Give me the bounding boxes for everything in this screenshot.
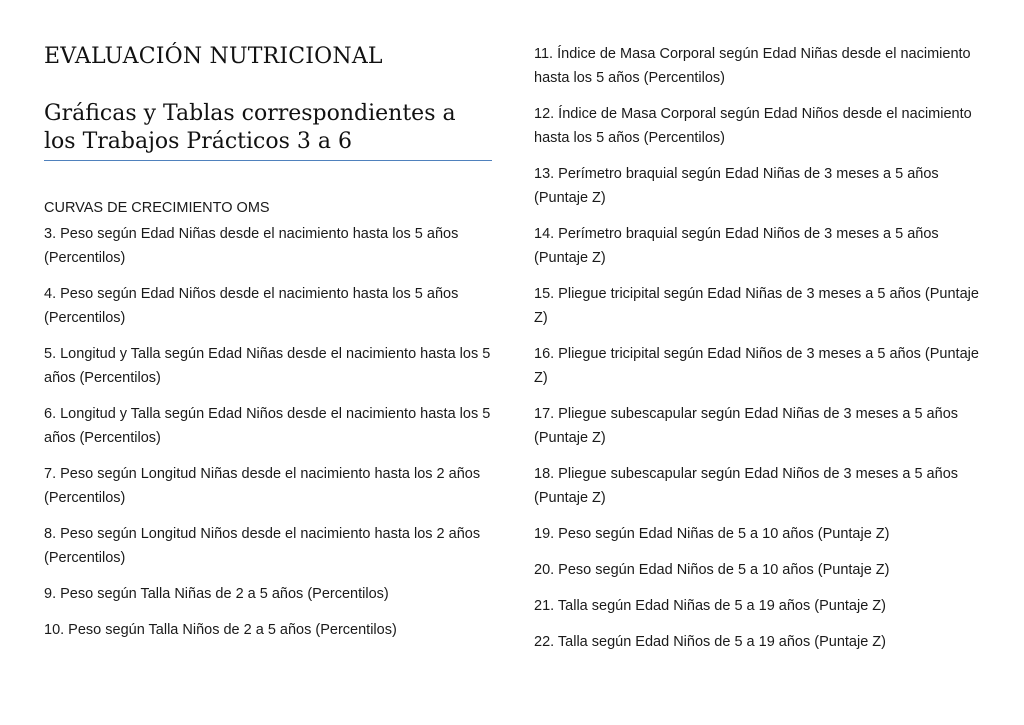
list-item: 4. Peso según Edad Niños desde el nacimiento hasta los 5 años (Percentilos) — [44, 286, 459, 326]
document-subtitle: Gráficas y Tablas correspondientes a los Trabajos Prácticos 3 a 6 — [44, 100, 492, 161]
left-column — [44, 40, 492, 642]
list-item: 6. Longitud y Talla según Edad Niños desde el nacimiento hasta los 5 años (Percentilos) — [44, 406, 491, 446]
list-item: 15. Pliegue tricipital según Edad Niñas de 3 meses a 5 años (Puntaje Z) — [534, 286, 979, 326]
list-item: 16. Pliegue tricipital según Edad Niños de 3 meses a 5 años (Puntaje Z) — [534, 346, 979, 386]
list-item: 17. Pliegue subescapular según Edad Niñas de 3 meses a 5 años (Puntaje Z) — [534, 406, 959, 446]
list-item: 3. Peso según Edad Niñas desde el nacimiento hasta los 5 años (Percentilos) — [44, 226, 459, 266]
right-column — [534, 42, 984, 666]
document-title: EVALUACIÓN NUTRICIONAL — [44, 44, 383, 69]
list-item: 19. Peso según Edad Niñas de 5 a 10 años (Puntaje Z) — [534, 526, 890, 542]
list-item: 7. Peso según Longitud Niñas desde el nacimiento hasta los 2 años (Percentilos) — [44, 466, 481, 506]
list-item: 22. Talla según Edad Niños de 5 a 19 años (Puntaje Z) — [534, 634, 886, 650]
list-item: 5. Longitud y Talla según Edad Niñas desde el nacimiento hasta los 5 años (Percentilos) — [44, 346, 491, 386]
list-item: 12. Índice de Masa Corporal según Edad Niños desde el nacimiento hasta los 5 años (Percentilos) — [534, 106, 972, 146]
list-item: 10. Peso según Talla Niños de 2 a 5 años (Percentilos) — [44, 622, 397, 638]
list-item: 11. Índice de Masa Corporal según Edad Niñas desde el nacimiento hasta los 5 años (Percentilos) — [534, 46, 971, 86]
list-item: 21. Talla según Edad Niñas de 5 a 19 años (Puntaje Z) — [534, 598, 886, 614]
section-heading: CURVAS DE CRECIMIENTO OMS — [44, 200, 270, 216]
list-item: 9. Peso según Talla Niñas de 2 a 5 años (Percentilos) — [44, 586, 389, 602]
list-item: 20. Peso según Edad Niños de 5 a 10 años (Puntaje Z) — [534, 562, 890, 578]
list-item: 14. Perímetro braquial según Edad Niños de 3 meses a 5 años (Puntaje Z) — [534, 226, 939, 266]
list-item: 8. Peso según Longitud Niños desde el nacimiento hasta los 2 años (Percentilos) — [44, 526, 481, 566]
list-item: 13. Perímetro braquial según Edad Niñas de 3 meses a 5 años (Puntaje Z) — [534, 166, 939, 206]
list-item: 18. Pliegue subescapular según Edad Niños de 3 meses a 5 años (Puntaje Z) — [534, 466, 959, 506]
